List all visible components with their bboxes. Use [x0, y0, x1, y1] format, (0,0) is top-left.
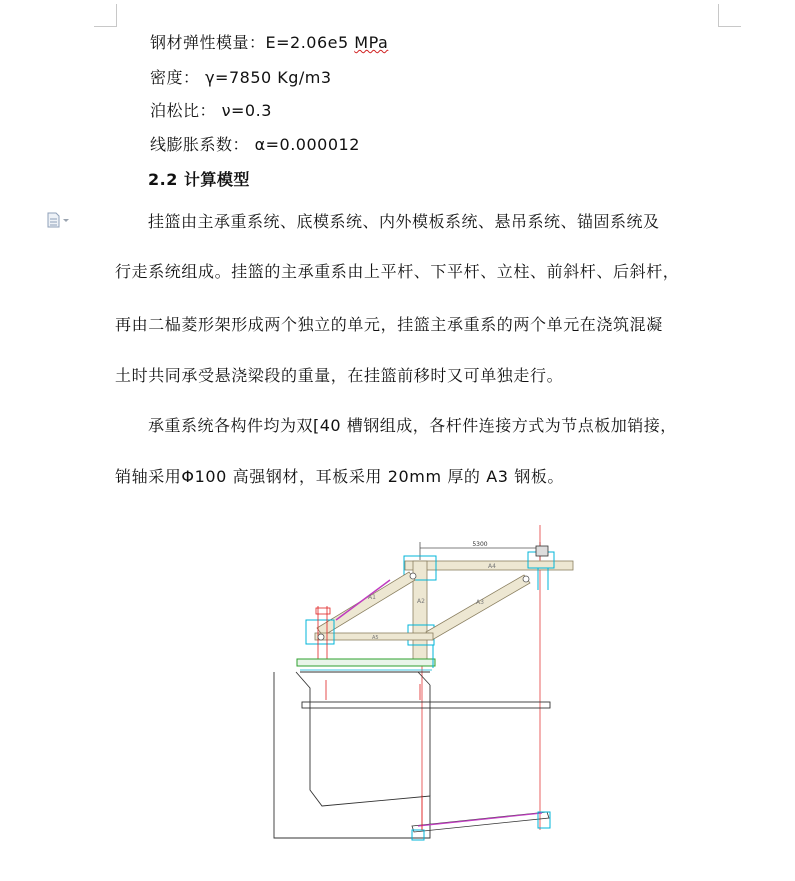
param-density: 密度： γ=7850 Kg/m3 — [150, 68, 332, 87]
member-label-a3: A3 — [476, 599, 484, 606]
bottom-formwork — [412, 795, 550, 840]
paragraph-2-line-1: 承重系统各构件均为双[40 槽钢组成，各杆件连接方式为节点板加销接， — [148, 416, 677, 435]
param-modulus: 钢材弹性模量：E=2.06e5 MPa — [150, 33, 389, 52]
front-hanger — [528, 546, 554, 590]
paragraph-1-line-4: 土时共同承受悬浇梁段的重量，在挂篮前移时又可单独走行。 — [115, 366, 564, 385]
box-girder-section — [274, 672, 550, 838]
param-expansion: 线膨胀系数： α=0.000012 — [150, 135, 360, 154]
member-label-a1: A1 — [368, 594, 376, 601]
section-heading: 2.2 计算模型 — [148, 170, 250, 189]
dimension-label: 5300 — [472, 541, 488, 548]
param-poisson: 泊松比： ν=0.3 — [150, 101, 272, 120]
spellcheck-word: MPa — [354, 33, 389, 52]
paragraph-1-line-2: 行走系统组成。挂篮的主承重系由上平杆、下平杆、立柱、前斜杆、后斜杆， — [115, 262, 680, 281]
member-lower-chord — [315, 633, 433, 641]
dimension-annotation — [420, 541, 540, 560]
paragraph-1-line-1: 挂篮由主承重系统、底模系统、内外模板系统、悬吊系统、锚固系统及 — [148, 212, 660, 231]
paragraph-2-line-2: 销轴采用Φ100 高强钢材，耳板采用 20mm 厚的 A3 钢板。 — [115, 467, 565, 486]
member-front-diagonal — [425, 575, 530, 640]
paragraph-1-line-3: 再由二榀菱形架形成两个独立的单元，挂篮主承重系的两个单元在浇筑混凝 — [115, 315, 663, 334]
member-label-a2: A2 — [417, 598, 425, 605]
member-label-a5: A5 — [372, 635, 379, 641]
member-rear-diagonal — [317, 572, 415, 636]
member-label-a4: A4 — [488, 563, 496, 570]
